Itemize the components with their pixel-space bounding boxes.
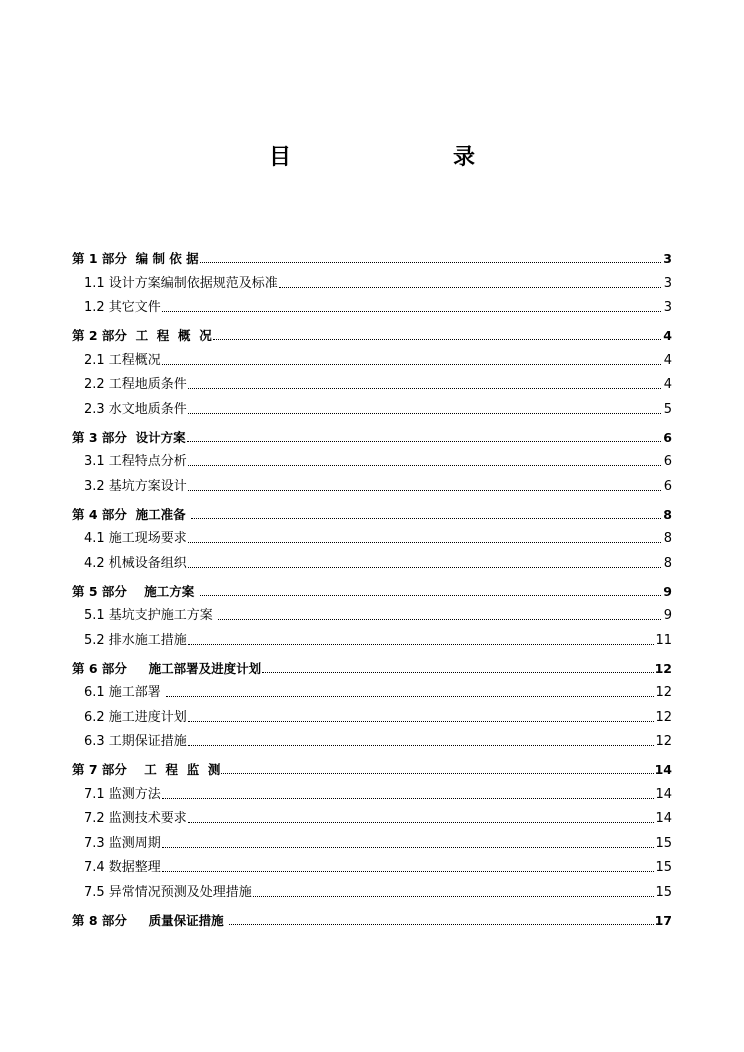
toc-dot-leader — [162, 847, 655, 848]
toc-dot-leader — [213, 339, 661, 340]
toc-entry-label: 7.3 监测周期 — [84, 835, 161, 851]
toc-dot-leader — [200, 262, 661, 263]
toc-page-number: 12 — [654, 660, 672, 676]
toc-page-number: 8 — [663, 555, 672, 571]
toc-page-number: 6 — [663, 478, 672, 494]
toc-section-entry[interactable] — [72, 445, 672, 470]
toc-dot-leader — [188, 465, 661, 466]
toc-dot-leader — [188, 567, 661, 568]
toc-section-entry[interactable] — [72, 875, 672, 900]
toc-part-entry[interactable] — [72, 417, 672, 445]
toc-section-entry[interactable] — [72, 851, 672, 876]
toc-entry-label: 6.1 施工部署 — [84, 685, 165, 700]
toc-entry-label: 第 6 部分 施工部署及进度计划 — [72, 660, 262, 676]
toc-section-entry[interactable] — [72, 725, 672, 750]
toc-entry-label: 2.2 工程地质条件 — [84, 377, 187, 392]
toc-page-number: 12 — [655, 685, 672, 700]
toc-page-number: 8 — [663, 506, 672, 522]
toc-section-entry[interactable] — [72, 700, 672, 725]
toc-entry-label: 1.2 其它文件 — [84, 300, 161, 315]
toc-entry-label: 2.1 工程概况 — [84, 352, 161, 368]
toc-dot-leader — [279, 287, 661, 288]
toc-dot-leader — [191, 518, 661, 519]
toc-entry-label: 第 7 部分 工 程 监 测 — [72, 762, 221, 777]
toc-page-number: 15 — [655, 884, 672, 900]
toc-dot-leader — [188, 542, 661, 543]
toc-section-entry[interactable] — [72, 546, 672, 571]
toc-part-entry[interactable] — [72, 900, 672, 928]
toc-page-number: 3 — [663, 251, 672, 266]
toc-entry-label: 2.3 水文地质条件 — [84, 401, 187, 417]
toc-page-number: 6 — [663, 429, 672, 445]
toc-entry-label: 7.2 监测技术要求 — [84, 811, 187, 826]
toc-entry-label: 第 2 部分 工 程 概 况 — [72, 328, 212, 343]
toc-dot-leader — [162, 364, 661, 365]
toc-dot-leader — [166, 696, 655, 697]
toc-section-entry[interactable] — [72, 623, 672, 648]
toc-section-entry[interactable] — [72, 392, 672, 417]
toc-part-entry[interactable] — [72, 648, 672, 676]
toc-page-number: 6 — [663, 454, 672, 469]
toc-dot-leader — [188, 745, 655, 746]
toc-page-number: 9 — [663, 583, 672, 599]
toc-entry-label: 5.1 基坑支护施工方案 — [84, 608, 217, 623]
toc-page-number: 14 — [655, 811, 672, 826]
toc-entry-label: 7.4 数据整理 — [84, 860, 161, 875]
toc-dot-leader — [262, 672, 653, 673]
toc-entry-label: 3.2 基坑方案设计 — [84, 478, 187, 494]
toc-entry-label: 3.1 工程特点分析 — [84, 454, 187, 469]
toc-entry-label: 第 1 部分 编 制 依 据 — [72, 251, 199, 266]
toc-entry-label: 第 5 部分 施工方案 — [72, 583, 199, 599]
toc-dot-leader — [162, 798, 655, 799]
toc-section-entry[interactable] — [72, 368, 672, 393]
toc-page-number: 4 — [663, 328, 672, 343]
toc-page-number: 4 — [663, 352, 672, 368]
toc-entry-label: 4.2 机械设备组织 — [84, 555, 187, 571]
toc-section-entry[interactable] — [72, 599, 672, 624]
toc-page-number: 8 — [663, 531, 672, 546]
toc-page-number: 14 — [654, 762, 672, 777]
toc-dot-leader — [188, 490, 661, 491]
toc-part-entry[interactable] — [72, 571, 672, 599]
toc-entry-label: 5.2 排水施工措施 — [84, 632, 187, 648]
toc-dot-leader — [162, 311, 661, 312]
toc-dot-leader — [229, 924, 654, 925]
page-title: 目 录 — [268, 145, 545, 170]
toc-part-entry[interactable] — [72, 238, 672, 266]
toc-entry-label: 1.1 设计方案编制依据规范及标准 — [84, 275, 278, 291]
toc-page-number: 12 — [655, 734, 672, 749]
toc-section-entry[interactable] — [72, 469, 672, 494]
toc-dot-leader — [200, 595, 661, 596]
toc-entry-label: 7.5 异常情况预测及处理措施 — [84, 884, 252, 900]
toc-page-number: 3 — [663, 275, 672, 291]
toc-page-number: 14 — [655, 786, 672, 802]
toc-section-entry[interactable] — [72, 291, 672, 316]
toc-entry-label: 6.3 工期保证措施 — [84, 734, 187, 749]
toc-dot-leader — [253, 896, 655, 897]
toc-dot-leader — [218, 619, 661, 620]
toc-page-number: 3 — [663, 300, 672, 315]
toc-dot-leader — [187, 441, 661, 442]
toc-dot-leader — [188, 413, 661, 414]
toc-page-number: 12 — [655, 709, 672, 725]
toc-part-entry[interactable] — [72, 494, 672, 522]
toc-section-entry[interactable] — [72, 522, 672, 547]
toc-dot-leader — [188, 822, 655, 823]
toc-dot-leader — [162, 871, 655, 872]
toc-section-entry[interactable] — [72, 826, 672, 851]
toc-section-entry[interactable] — [72, 676, 672, 701]
toc-page-number: 15 — [655, 860, 672, 875]
toc-entry-label: 第 8 部分 质量保证措施 — [72, 912, 229, 928]
table-of-contents — [72, 238, 672, 928]
toc-entry-label: 6.2 施工进度计划 — [84, 709, 187, 725]
toc-page-number: 4 — [663, 377, 672, 392]
toc-section-entry[interactable] — [72, 266, 672, 291]
toc-entry-label: 第 3 部分 设计方案 — [72, 429, 186, 445]
toc-entry-label: 4.1 施工现场要求 — [84, 531, 187, 546]
toc-section-entry[interactable] — [72, 802, 672, 827]
toc-entry-label: 第 4 部分 施工准备 — [72, 506, 190, 522]
toc-dot-leader — [188, 388, 661, 389]
toc-page-number: 11 — [655, 632, 672, 648]
toc-part-entry[interactable] — [72, 315, 672, 343]
toc-page-number: 5 — [663, 401, 672, 417]
toc-entry-label: 7.1 监测方法 — [84, 786, 161, 802]
toc-part-entry[interactable] — [72, 749, 672, 777]
toc-page-number: 17 — [654, 912, 672, 928]
toc-dot-leader — [188, 644, 655, 645]
toc-section-entry[interactable] — [72, 343, 672, 368]
toc-dot-leader — [221, 773, 653, 774]
toc-dot-leader — [188, 721, 655, 722]
toc-page-number: 15 — [655, 835, 672, 851]
toc-section-entry[interactable] — [72, 777, 672, 802]
toc-page-number: 9 — [663, 608, 672, 623]
